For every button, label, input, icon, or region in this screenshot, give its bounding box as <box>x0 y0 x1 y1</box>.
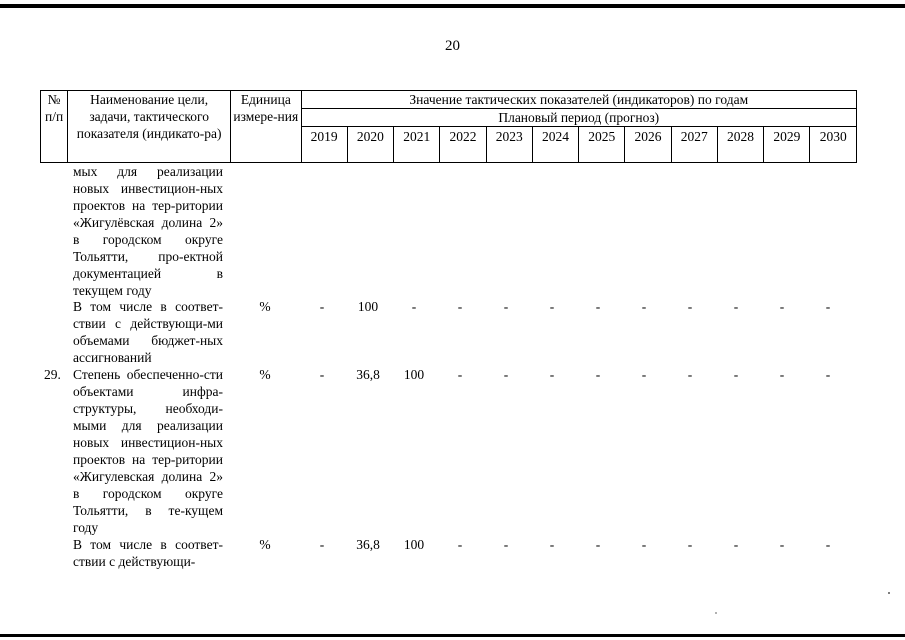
row-value: 100 <box>357 299 379 314</box>
header-num: № п/п <box>41 91 68 163</box>
header-year: 2020 <box>347 127 393 163</box>
header-year: 2028 <box>717 127 763 163</box>
row-value: - <box>687 537 693 552</box>
row-value: - <box>641 537 647 552</box>
row-name: В том числе в соответ-ствии с действующи- <box>73 537 223 569</box>
row-value: 36,8 <box>356 367 380 382</box>
row-number: 29. <box>44 367 61 382</box>
row-value: - <box>503 299 509 314</box>
row-value: - <box>779 367 785 382</box>
row-value: - <box>641 367 647 382</box>
row-value: - <box>319 299 325 314</box>
bottom-rule <box>0 634 905 637</box>
row-value: - <box>825 367 831 382</box>
row-value: - <box>779 537 785 552</box>
row-value: 36,8 <box>356 537 380 552</box>
header-values: Значение тактических показателей (индикаторов) по годам <box>301 91 856 109</box>
header-year: 2025 <box>579 127 625 163</box>
row-unit: % <box>259 367 271 382</box>
row-unit: % <box>259 299 271 314</box>
row-value: - <box>595 537 601 552</box>
row-value: - <box>457 367 463 382</box>
header-unit: Единица измере-ния <box>231 91 301 163</box>
row-value: - <box>687 367 693 382</box>
row-value: - <box>457 537 463 552</box>
row-value: - <box>825 537 831 552</box>
row-value: - <box>733 367 739 382</box>
indicator-table-header <box>40 90 857 163</box>
row-value: - <box>503 367 509 382</box>
row-unit: % <box>259 537 271 552</box>
header-year: 2022 <box>440 127 486 163</box>
scan-speck <box>715 612 717 614</box>
row-name: Степень обеспеченно-сти объектами инфра-структуры, необходи-мыми для реализации новых инвестицион-ных проектов на тер-ритории «Жигулевская долина 2» в городском округе Тольятти, в те-кущем году <box>73 367 223 535</box>
row-value: - <box>595 367 601 382</box>
scan-speck <box>888 592 890 594</box>
header-year: 2029 <box>764 127 810 163</box>
row-value: - <box>595 299 601 314</box>
row-value: - <box>549 299 555 314</box>
header-year: 2019 <box>301 127 347 163</box>
row-value: - <box>319 367 325 382</box>
row-value: - <box>687 299 693 314</box>
header-year: 2027 <box>671 127 717 163</box>
header-name: Наименование цели, задачи, тактического показателя (индикато-ра) <box>68 91 231 163</box>
row-value: - <box>549 537 555 552</box>
row-value: - <box>641 299 647 314</box>
row-value: 100 <box>403 537 425 552</box>
table-body <box>40 161 857 601</box>
header-year: 2030 <box>810 127 857 163</box>
row-value: - <box>825 299 831 314</box>
row-value: - <box>549 367 555 382</box>
header-plan: Плановый период (прогноз) <box>301 109 856 127</box>
row-value: - <box>503 537 509 552</box>
header-year: 2021 <box>394 127 440 163</box>
row-value: - <box>779 299 785 314</box>
top-rule <box>0 4 905 8</box>
row-name: В том числе в соответ-ствии с действующи-ми объемами бюджет-ных ассигнований <box>73 299 223 365</box>
row-name: мых для реализации новых инвестицион-ных проектов на тер-ритории «Жигулёвская долина 2» в городском округе Тольятти, про-ектной документацией в текущем году <box>73 164 223 298</box>
header-year: 2024 <box>532 127 578 163</box>
row-value: - <box>733 537 739 552</box>
row-value: - <box>411 299 417 314</box>
row-value: 100 <box>403 367 425 382</box>
header-year: 2023 <box>486 127 532 163</box>
page-number: 20 <box>445 38 460 54</box>
row-value: - <box>457 299 463 314</box>
row-value: - <box>733 299 739 314</box>
row-value: - <box>319 537 325 552</box>
header-year: 2026 <box>625 127 671 163</box>
